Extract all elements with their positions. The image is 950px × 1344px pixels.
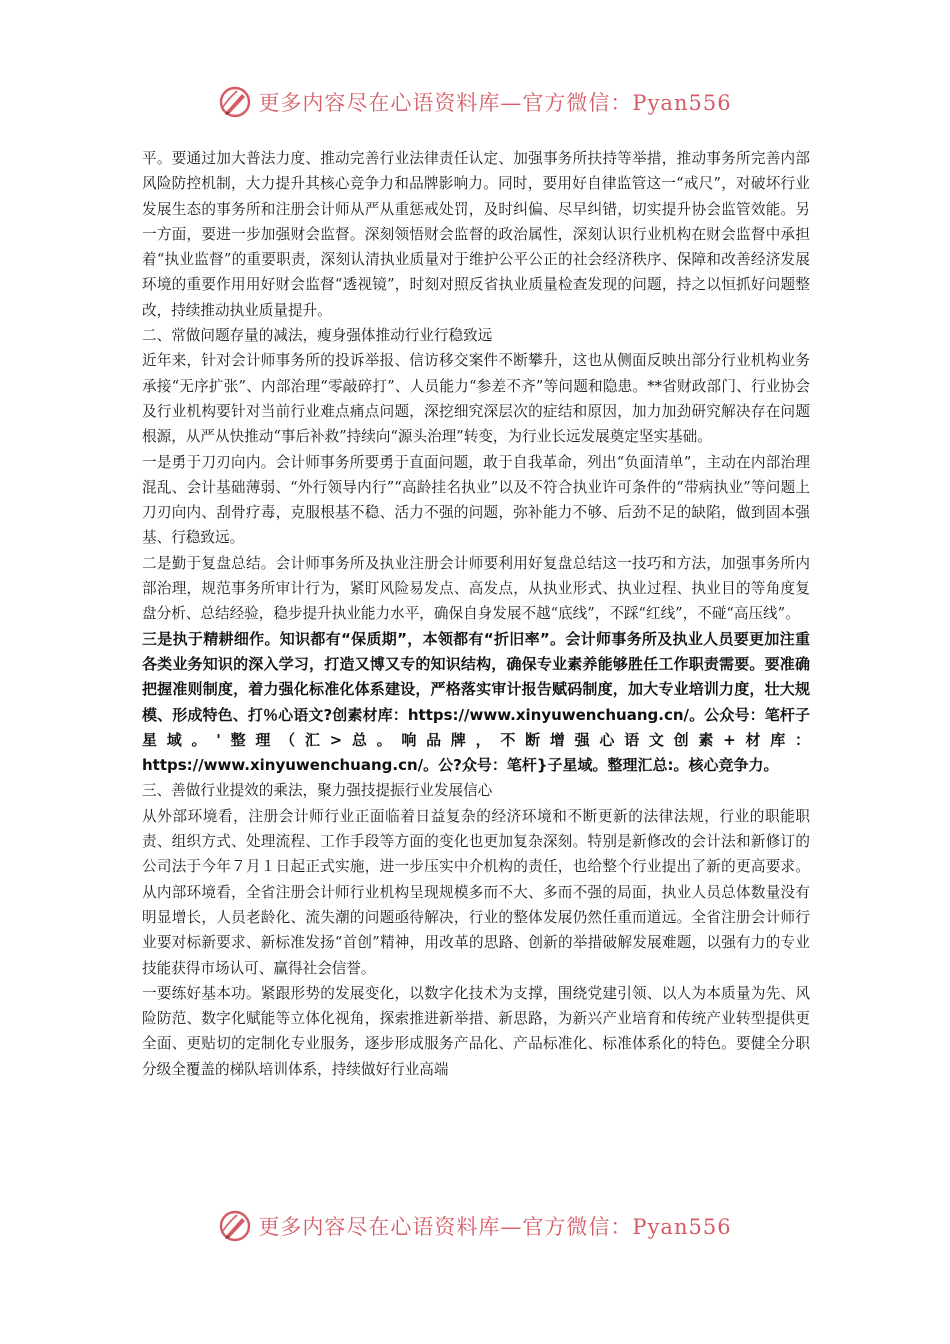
paragraph: 一是勇于刀刃向内。会计师事务所要勇于直面问题，敢于自我革命，列出“负面清单”，主动在内部治理混乱、会计基础薄弱、“外行领导内行”“高龄挂名执业”以及不符合执业许可条件的“带病执业”等问题上刀刃向内、刮骨疗毒，克服根基不稳、活力不强的问题，弥补能力不够、后劲不足的缺陷，做到固本强基、行稳致远。: [142, 453, 810, 547]
paragraph: 一要练好基本功。紧跟形势的发展变化，以数字化技术为支撑，围绕党建引领、以人为本质量为先、风险防范、数字化赋能等立体化视角，探索推进新举措、新思路，为新兴产业培育和传统产业转型提供更全面、更贴切的定制化专业服务，逐步形成服务产品化、产品标准化、标准体系化的特色。要健全分职分级全覆盖的梯队培训体系，持续做好行业高端: [142, 984, 810, 1078]
article-body: [142, 146, 810, 1082]
pen-logo-icon: [218, 85, 252, 119]
banner-text: 更多内容尽在心语资料库—官方微信：Pyan556: [258, 1215, 732, 1239]
paragraph: 从外部环境看，注册会计师行业正面临着日益复杂的经济环境和不断更新的法律法规，行业的职能职责、组织方式、处理流程、工作手段等方面的变化也更加复杂深刻。特别是新修改的会计法和新修订的公司法于今年７月１日起正式实施，进一步压实中介机构的责任，也给整个行业提出了新的更高要求。从内部环境看，全省注册会计师行业机构呈现规模多而不大、多而不强的局面，执业人员总体数量没有明显增长，人员老龄化、流失潮的问题亟待解决，行业的整体发展仍然任重而道远。全省注册会计师行业要对标新要求、新标准发扬“首创”精神，用改革的思路、创新的举措破解发展难题，以强有力的专业技能获得市场认可、赢得社会信誉。: [142, 807, 810, 977]
section-heading: 三、善做行业提效的乘法，聚力强技提振行业发展信心: [142, 782, 493, 800]
header-banner: [0, 82, 950, 122]
banner-text: 更多内容尽在心语资料库—官方微信：Pyan556: [258, 91, 732, 115]
section-heading: 二、常做问题存量的减法，瘦身强体推动行业行稳致远: [142, 327, 493, 345]
pen-logo-icon: [218, 1209, 252, 1243]
footer-banner: [0, 1206, 950, 1246]
paragraph-bold: 三是执于精耕细作。知识都有“保质期”，本领都有“折旧率”。会计师事务所及执业人员要更加注重各类业务知识的深入学习，打造又博又专的知识结构，确保专业素养能够胜任工作职责需要。要准确把握准则制度，着力强化标准化体系建设，严格落实审计报告赋码制度，加大专业培训力度，壮大规模、形成特色、打％心语文?创素材库：https://www.xinyuwenchuang.cn/。公众号：笔杆子星域。'整理（汇>总。响品牌，不断增强心语文创素+材库：https://www.xinyuwenchuang.cn/。公?众号：笔杆}子星域。整理汇总:。核心竞争力。: [142, 629, 810, 775]
paragraph: 平。要通过加大普法力度、推动完善行业法律责任认定、加强事务所扶持等举措，推动事务所完善内部风险防控机制，大力提升其核心竞争力和品牌影响力。同时，要用好自律监管这一“戒尺”，对破坏行业发展生态的事务所和注册会计师从严从重惩戒处罚，及时纠偏、尽早纠错，切实提升协会监管效能。另一方面，要进一步加强财会监督。深刻领悟财会监督的政治属性，深刻认识行业机构在财会监督中承担着“执业监督”的重要职责，深刻认清执业质量对于维护公平公正的社会经济秩序、保障和改善经济发展环境的重要作用用好财会监督“透视镜”，时刻对照反省执业质量检查发现的问题，持之以恒抓好问题整改，持续推动执业质量提升。: [142, 150, 810, 319]
paragraph: 近年来，针对会计师事务所的投诉举报、信访移交案件不断攀升，这也从侧面反映出部分行业机构业务承接“无序扩张”、内部治理“零敲碎打”、人员能力“参差不齐”等问题和隐患。**省财政部门、行业协会及行业机构要针对当前行业难点痛点问题，深挖细究深层次的症结和原因，加力加劲研究解决存在问题根源，从严从快推动“事后补救”持续向“源头治理”转变，为行业长远发展奠定坚实基础。: [142, 352, 810, 446]
paragraph: 二是勤于复盘总结。会计师事务所及执业注册会计师要利用好复盘总结这一技巧和方法，加强事务所内部治理，规范事务所审计行为，紧盯风险易发点、高发点，从执业形式、执业过程、执业目的等角度复盘分析、总结经验，稳步提升执业能力水平，确保自身发展不越“底线”，不踩“红线”，不碰“高压线”。: [142, 554, 810, 623]
